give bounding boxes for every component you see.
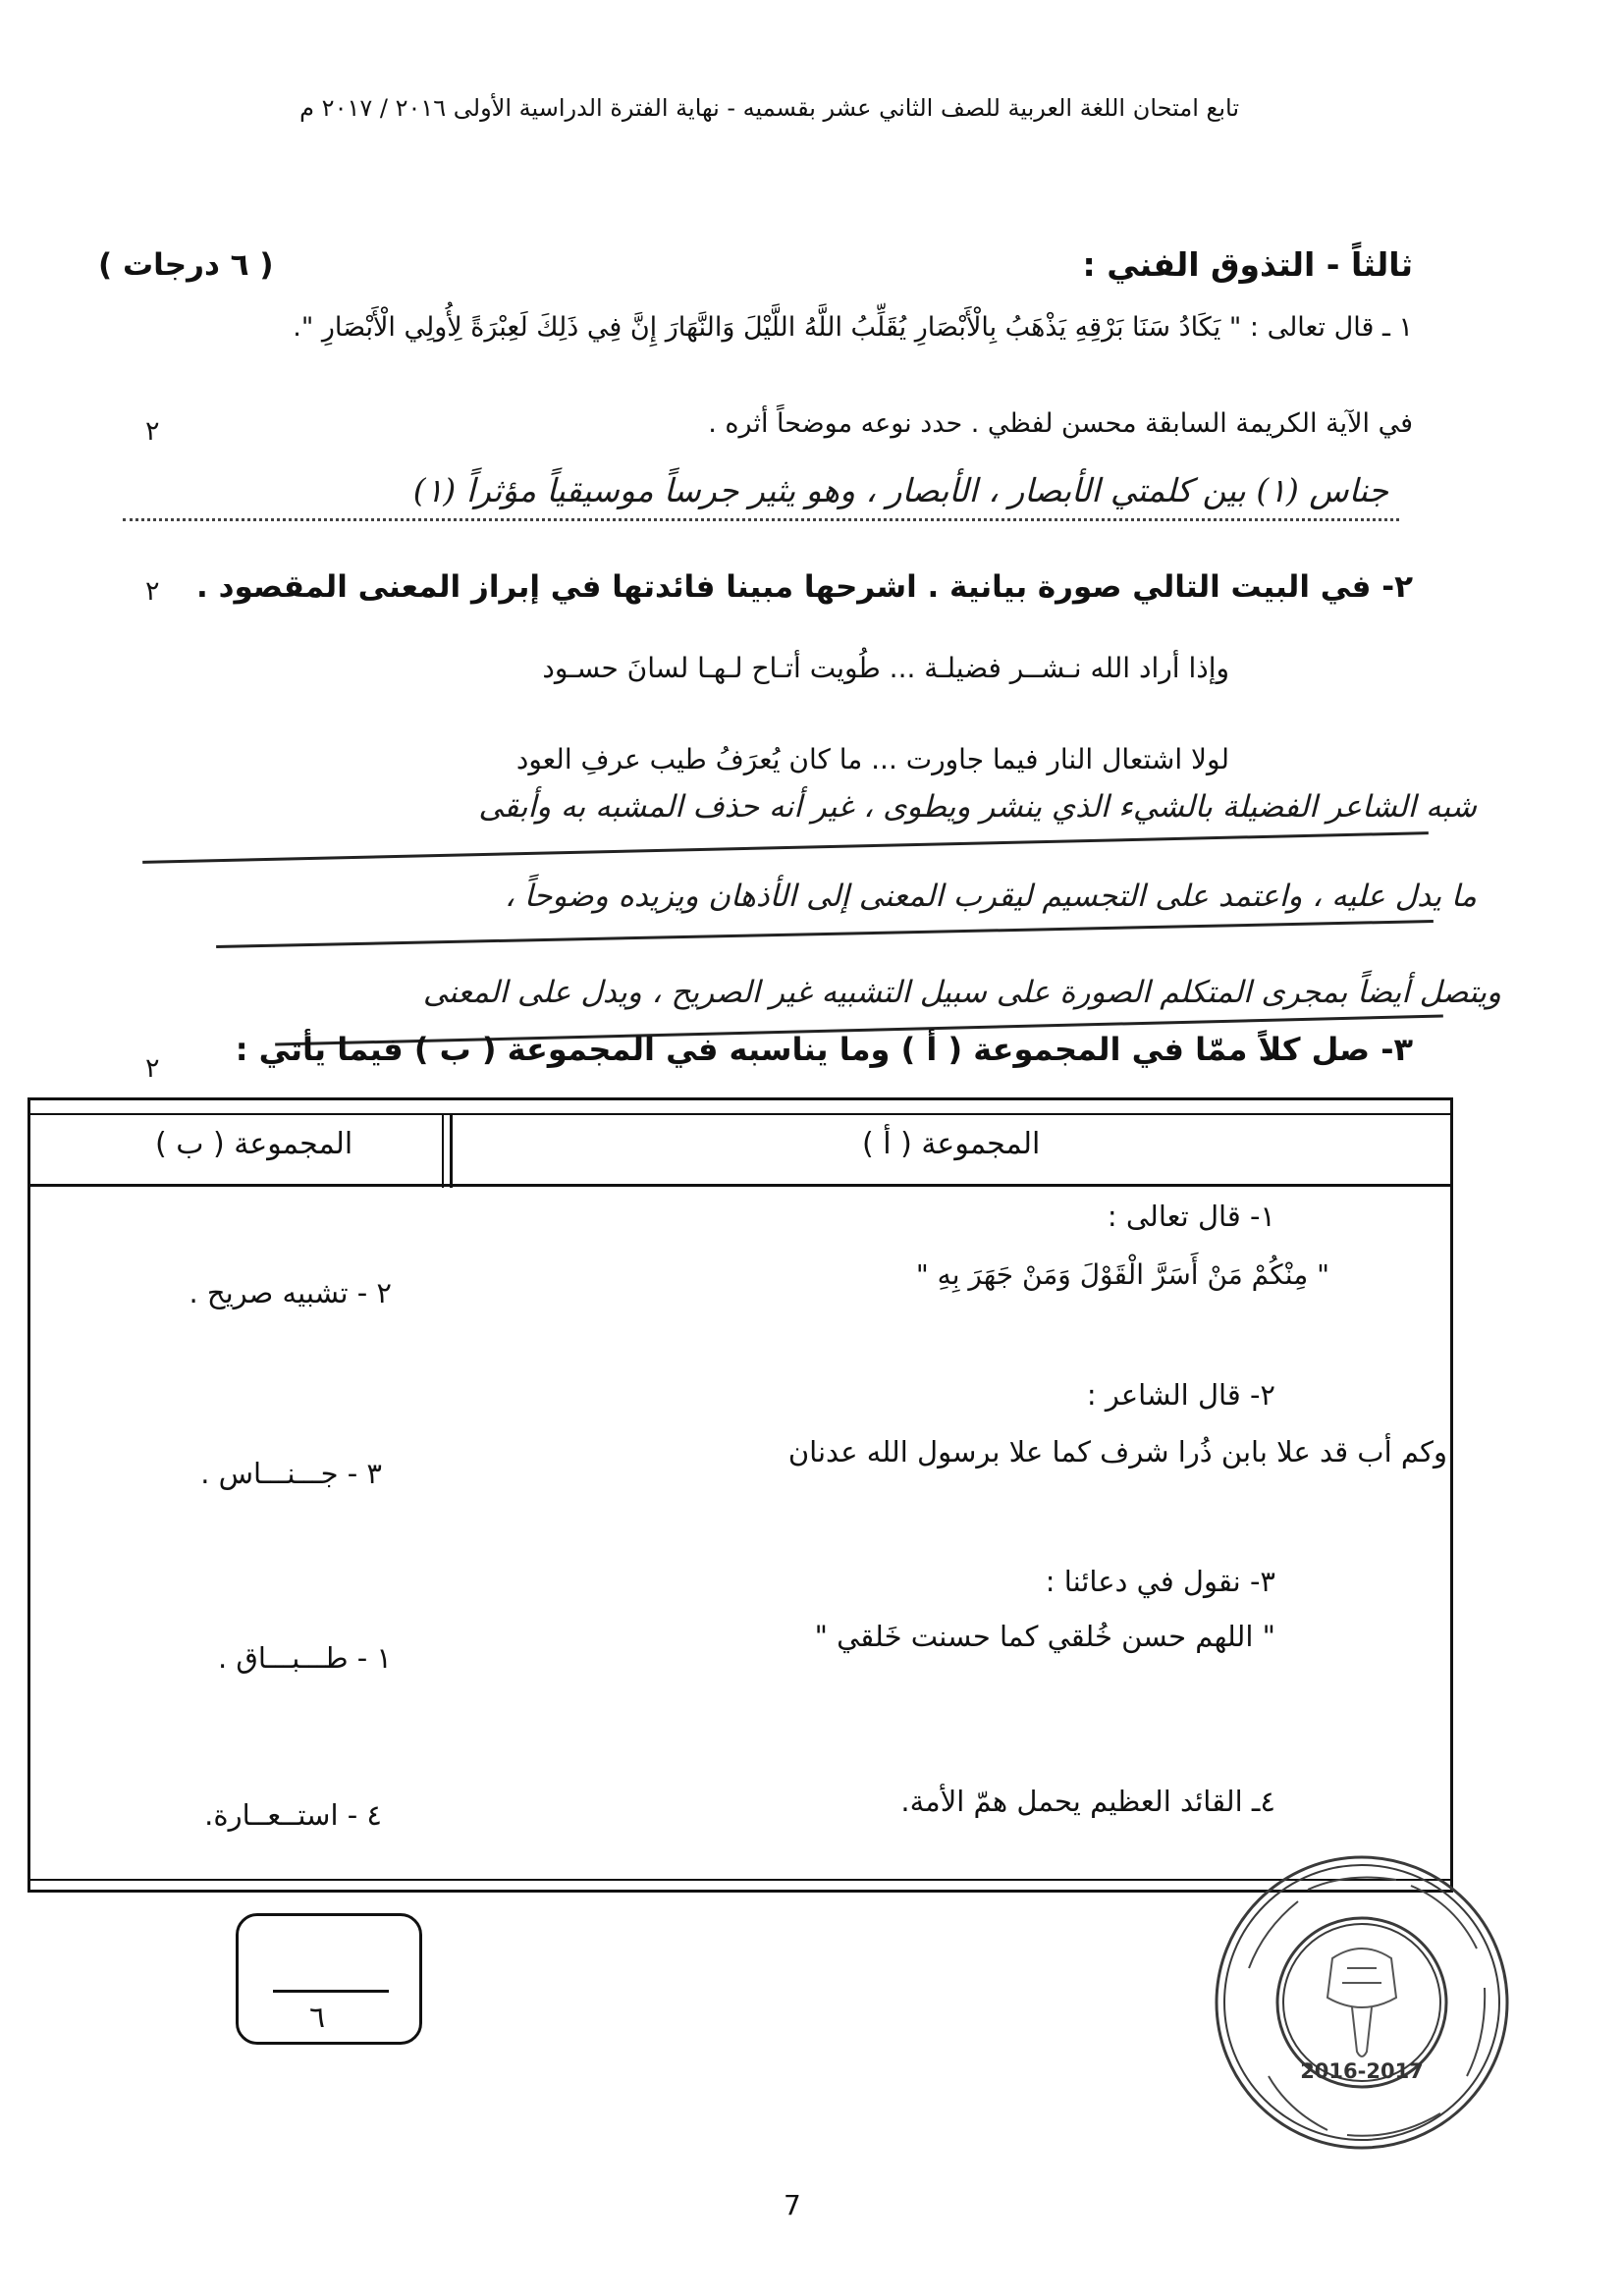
q2-handwritten-answer-line: شبه الشاعر الفضيلة بالشيء الذي ينشر ويطوى ، غير أنه حذف المشبه به وأبقى bbox=[478, 789, 1477, 825]
group-b-header: المجموعة ( ب ) bbox=[155, 1127, 353, 1161]
exam-header: تابع امتحان اللغة العربية للصف الثاني عشر بقسميه - نهاية الفترة الدراسية الأولى ٢٠١٦ / ٢٠١٧ م bbox=[299, 94, 1239, 122]
q1-quran-verse: ١ ـ قال تعالى : " يَكَادُ سَنَا بَرْقِهِ يَذْهَبُ بِالْأَبْصَارِ يُقَلِّبُ اللَّهُ اللَّيْلَ وَالنَّهَارَ إِنَّ فِي ذَلِكَ لَعِبْرَةً لِأُولِي الْأَبْصَارِ ". bbox=[293, 312, 1413, 343]
poem-verse-2: لولا اشتعال النار فيما جاورت ... ما كان يُعرَفُ طيب عرفِ العود bbox=[515, 743, 1229, 775]
score-total: ٦ bbox=[309, 2001, 326, 2035]
table-rule bbox=[27, 1113, 1453, 1115]
answer-dotted-line bbox=[123, 518, 1399, 521]
page-number: 7 bbox=[784, 2189, 801, 2221]
group-b-item: ٢ - تشبيه صريح . bbox=[189, 1276, 392, 1309]
q2-handwritten-answer-line: ويتصل أيضاً بمجرى المتكلم الصورة على سبيل التشبيه غير الصريح ، ويدل على المعنى bbox=[422, 975, 1501, 1010]
q2-prompt: ٢- في البيت التالي صورة بيانية . اشرحها مبينا فائدتها في إبراز المعنى المقصود . bbox=[196, 569, 1413, 605]
section-title: ثالثاً - التذوق الفني : bbox=[1082, 245, 1413, 284]
q3-prompt: ٣- صل كلاً ممّا في المجموعة ( أ ) وما يناسبه في المجموعة ( ب ) فيما يأتي : bbox=[235, 1031, 1413, 1068]
q3-mark: ٢ bbox=[145, 1053, 160, 1084]
table-column-divider bbox=[442, 1113, 444, 1188]
stamp-year: 2016-2017 bbox=[1300, 2059, 1424, 2083]
q2-handwritten-answer-line: ما يدل عليه ، واعتمد على التجسيم ليقرب المعنى إلى الأذهان ويزيده وضوحاً ، bbox=[504, 879, 1477, 914]
group-b-item: ٣ - جـــنـــاس . bbox=[200, 1457, 382, 1490]
group-a-item-label: ١- قال تعالى : bbox=[1107, 1200, 1275, 1233]
group-a-item-text: " اللهم حسن خُلقي كما حسنت خَلقي " bbox=[814, 1620, 1275, 1653]
score-box bbox=[236, 1913, 422, 2045]
section-marks: ( ٦ درجات ) bbox=[98, 247, 274, 283]
q1-handwritten-answer: جناس (١) بين كلمتي الأبصار ، الأبصار ، وهو يثير جرساً موسيقياً مؤثراً (١) bbox=[412, 471, 1388, 509]
group-a-item-text: وكم أب قد علا بابن ذُرا شرف كما علا برسول الله عدنان bbox=[787, 1435, 1447, 1468]
q2-mark: ٢ bbox=[145, 576, 160, 607]
group-a-item-text: ٤ـ القائد العظيم يحمل همّ الأمة. bbox=[900, 1785, 1275, 1818]
answer-underline bbox=[216, 920, 1434, 948]
group-a-header: المجموعة ( أ ) bbox=[862, 1127, 1041, 1161]
q1-prompt: في الآية الكريمة السابقة محسن لفظي . حدد نوعه موضحاً أثره . bbox=[708, 408, 1413, 439]
q1-mark: ٢ bbox=[145, 416, 160, 447]
group-a-item-label: ٣- نقول في دعائنا : bbox=[1045, 1565, 1275, 1598]
poem-verse-1: وإذا أراد الله نـشــر فضيلـة ... طُويت أتـاح لـهـا لسانَ حسـود bbox=[542, 652, 1229, 684]
ministry-stamp-icon bbox=[1210, 1850, 1514, 2155]
answer-underline bbox=[142, 831, 1429, 864]
group-b-item: ٤ - استــعــارة. bbox=[204, 1798, 382, 1832]
group-a-item-label: ٢- قال الشاعر : bbox=[1086, 1378, 1275, 1412]
table-column-divider bbox=[450, 1113, 453, 1188]
score-divider bbox=[273, 1990, 389, 1993]
table-header-rule bbox=[27, 1184, 1453, 1187]
group-b-item: ١ - طـــبـــاق . bbox=[217, 1641, 392, 1675]
group-a-item-text: " مِنْكُمْ مَنْ أَسَرَّ الْقَوْلَ وَمَنْ جَهَرَ بِهِ " bbox=[915, 1258, 1329, 1291]
